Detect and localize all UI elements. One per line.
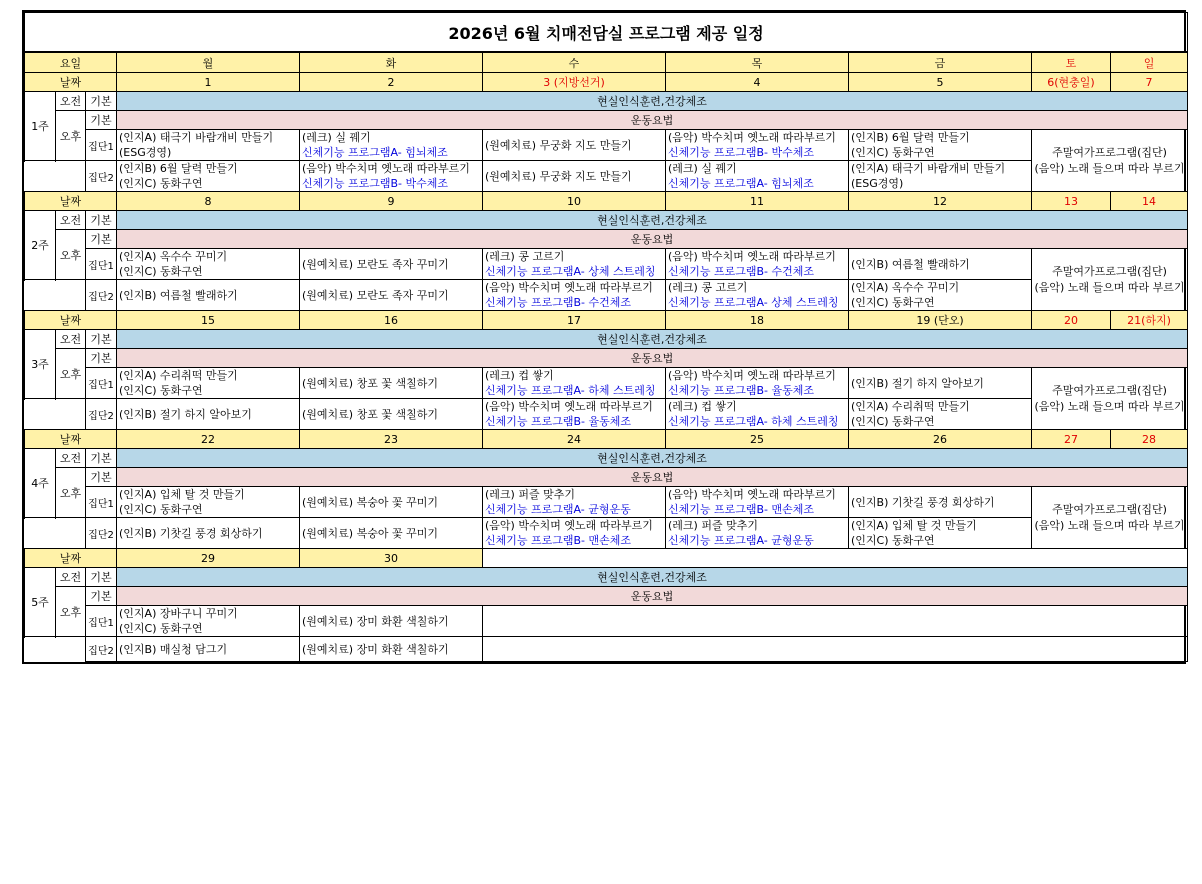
program-cell xyxy=(300,130,483,161)
program-name: (원예치료) 창포 꽃 색칠하기 xyxy=(302,407,438,421)
program-cell xyxy=(300,399,483,430)
date-cell: 27 xyxy=(1032,430,1111,449)
program-name: (인지A) 입체 탈 것 만들기 xyxy=(119,488,245,501)
weekday-header: 토 xyxy=(1032,52,1111,73)
program-name: (음악) 박수치며 옛노래 따라부르기 xyxy=(485,281,653,294)
base-label: 기본 xyxy=(86,330,117,349)
date-cell: 30 xyxy=(300,549,483,568)
program-cell xyxy=(849,249,1032,280)
date-cell: 1 xyxy=(117,73,300,92)
date-cell: 13 xyxy=(1032,192,1111,211)
program-detail: 신체기능 프로그램B- 맨손체조 xyxy=(485,534,632,547)
program-name: (레크) 실 꿰기 xyxy=(668,162,737,175)
program-cell xyxy=(849,399,1032,430)
program-name: (인지A) 수리취떡 만들기 xyxy=(119,369,238,382)
program-cell xyxy=(300,487,483,518)
program-cell xyxy=(483,130,666,161)
program-name: (레크) 실 꿰기 xyxy=(302,131,371,144)
date-cell: 12 xyxy=(849,192,1032,211)
program-detail: 신체기능 프로그램A- 상체 스트레칭 xyxy=(485,265,656,278)
date-cell: 24 xyxy=(483,430,666,449)
program-cell xyxy=(117,399,300,430)
program-cell xyxy=(849,130,1032,161)
program-detail: 신체기능 프로그램B- 수건체조 xyxy=(668,265,815,278)
program-cell xyxy=(849,161,1032,192)
am-label: 오전 xyxy=(56,449,86,468)
base-program-band: 운동요법 xyxy=(117,587,1188,606)
program-name: (인지B) 기찻길 풍경 회상하기 xyxy=(119,526,263,540)
program-name: (인지B) 절기 하지 알아보기 xyxy=(119,407,252,421)
program-detail: (인지C) 동화구연 xyxy=(119,384,203,397)
date-row-label: 날짜 xyxy=(25,549,117,568)
program-detail: 신체기능 프로그램A- 힘뇌체조 xyxy=(668,177,814,190)
group-label: 집단1 xyxy=(86,487,117,518)
weekend-program-cell xyxy=(1032,368,1188,430)
group-label: 집단2 xyxy=(86,399,117,430)
am-program-band: 현실인식훈련,건강체조 xyxy=(117,330,1188,349)
program-cell xyxy=(300,518,483,549)
program-name: (음악) 박수치며 옛노래 따라부르기 xyxy=(668,488,836,501)
program-cell xyxy=(666,161,849,192)
program-name: (인지B) 6월 달력 만들기 xyxy=(851,131,970,144)
date-cell: 9 xyxy=(300,192,483,211)
program-cell xyxy=(483,487,666,518)
week-label: 4주 xyxy=(25,449,56,518)
program-detail: (인지C) 동화구연 xyxy=(851,534,935,547)
program-cell xyxy=(483,518,666,549)
program-cell xyxy=(666,518,849,549)
program-detail: (인지C) 동화구연 xyxy=(851,415,935,428)
program-detail: 신체기능 프로그램A- 상체 스트레칭 xyxy=(668,296,839,309)
group-label: 집단1 xyxy=(86,249,117,280)
program-cell xyxy=(300,368,483,399)
weekday-header: 금 xyxy=(849,52,1032,73)
program-name: (레크) 퍼즐 맞추기 xyxy=(668,519,758,532)
program-name: (음악) 박수치며 옛노래 따라부르기 xyxy=(302,162,470,175)
program-detail: (ESG경영) xyxy=(851,177,904,190)
program-cell xyxy=(849,518,1032,549)
program-name: (인지A) 태극기 바람개비 만들기 xyxy=(119,131,274,144)
date-cell: 29 xyxy=(117,549,300,568)
program-name: (원예치료) 무궁화 지도 만들기 xyxy=(485,138,632,152)
base-program-band: 운동요법 xyxy=(117,468,1188,487)
weekend-program-title: 주말여가프로그램(집단) xyxy=(1052,502,1167,516)
program-name: (음악) 박수치며 옛노래 따라부르기 xyxy=(668,131,836,144)
base-program-band: 운동요법 xyxy=(117,349,1188,368)
group-label: 집단2 xyxy=(86,280,117,311)
program-name: (레크) 콩 고르기 xyxy=(668,281,748,294)
program-cell xyxy=(483,161,666,192)
program-cell xyxy=(117,606,300,637)
date-cell: 25 xyxy=(666,430,849,449)
am-program-band: 현실인식훈련,건강체조 xyxy=(117,568,1188,587)
weekend-program-detail: (음악) 노래 들으며 따라 부르기 xyxy=(1034,280,1185,294)
program-cell xyxy=(483,399,666,430)
date-cell: 7 xyxy=(1111,73,1188,92)
program-detail: 신체기능 프로그램B- 수건체조 xyxy=(485,296,632,309)
date-cell: 10 xyxy=(483,192,666,211)
group-label: 집단1 xyxy=(86,606,117,637)
date-row-label: 날짜 xyxy=(25,311,117,330)
weekend-program-cell xyxy=(1032,249,1188,311)
empty-cell xyxy=(483,549,1188,568)
weekend-program-title: 주말여가프로그램(집단) xyxy=(1052,264,1167,278)
program-cell xyxy=(666,368,849,399)
group-label: 집단2 xyxy=(86,518,117,549)
group-label: 집단1 xyxy=(86,368,117,399)
weekend-program-detail: (음악) 노래 들으며 따라 부르기 xyxy=(1034,518,1185,532)
date-cell: 19 (단오) xyxy=(849,311,1032,330)
program-cell xyxy=(117,161,300,192)
program-name: (인지B) 절기 하지 알아보기 xyxy=(851,376,984,390)
program-name: (원예치료) 무궁화 지도 만들기 xyxy=(485,169,632,183)
date-cell: 17 xyxy=(483,311,666,330)
program-cell xyxy=(300,637,483,662)
program-name: (원예치료) 복숭아 꽃 꾸미기 xyxy=(302,526,438,540)
date-cell: 20 xyxy=(1032,311,1111,330)
program-name: (인지A) 수리취떡 만들기 xyxy=(851,400,970,413)
am-program-band: 현실인식훈련,건강체조 xyxy=(117,449,1188,468)
program-detail: 신체기능 프로그램B- 박수체조 xyxy=(302,177,449,190)
program-cell xyxy=(117,368,300,399)
program-cell xyxy=(849,280,1032,311)
program-name: (레크) 콩 고르기 xyxy=(485,250,565,263)
program-cell xyxy=(300,606,483,637)
program-name: (인지A) 옥수수 꾸미기 xyxy=(851,281,960,294)
program-name: (원예치료) 모란도 족자 꾸미기 xyxy=(302,288,449,302)
pm-label: 오후 xyxy=(56,111,86,161)
am-label: 오전 xyxy=(56,92,86,111)
program-cell xyxy=(117,637,300,662)
program-name: (인지A) 장바구니 꾸미기 xyxy=(119,607,238,620)
program-name: (인지B) 여름철 빨래하기 xyxy=(851,257,970,271)
program-name: (인지B) 6월 달력 만들기 xyxy=(119,162,238,175)
date-row-label: 날짜 xyxy=(25,430,117,449)
program-detail: (인지C) 동화구연 xyxy=(851,146,935,159)
program-cell xyxy=(483,280,666,311)
group-label: 집단1 xyxy=(86,130,117,161)
weekend-program-detail: (음악) 노래 들으며 따라 부르기 xyxy=(1034,161,1185,175)
date-cell: 21(하지) xyxy=(1111,311,1188,330)
program-detail: 신체기능 프로그램A- 하체 스트레칭 xyxy=(485,384,656,397)
program-cell xyxy=(300,249,483,280)
program-cell xyxy=(117,130,300,161)
base-program-band: 운동요법 xyxy=(117,230,1188,249)
weekend-program-title: 주말여가프로그램(집단) xyxy=(1052,145,1167,159)
program-cell xyxy=(117,518,300,549)
weekday-header: 목 xyxy=(666,52,849,73)
weekday-header-label: 요일 xyxy=(25,52,117,73)
base-label: 기본 xyxy=(86,449,117,468)
base-label: 기본 xyxy=(86,587,117,606)
base-label: 기본 xyxy=(86,468,117,487)
am-program-band: 현실인식훈련,건강체조 xyxy=(117,211,1188,230)
program-cell xyxy=(666,130,849,161)
base-label: 기본 xyxy=(86,111,117,130)
date-cell: 6(현충일) xyxy=(1032,73,1111,92)
program-cell xyxy=(300,280,483,311)
program-name: (인지B) 여름철 빨래하기 xyxy=(119,288,238,302)
program-cell xyxy=(483,368,666,399)
base-label: 기본 xyxy=(86,568,117,587)
program-name: (원예치료) 장미 화환 색칠하기 xyxy=(302,642,449,656)
week-label: 5주 xyxy=(25,568,56,637)
pm-label: 오후 xyxy=(56,587,86,637)
program-detail: 신체기능 프로그램A- 균형운동 xyxy=(668,534,814,547)
program-name: (레크) 퍼즐 맞추기 xyxy=(485,488,575,501)
date-cell: 23 xyxy=(300,430,483,449)
weekday-header: 월 xyxy=(117,52,300,73)
program-name: (레크) 컵 쌓기 xyxy=(485,369,554,382)
program-name: (음악) 박수치며 옛노래 따라부르기 xyxy=(668,369,836,382)
am-label: 오전 xyxy=(56,330,86,349)
program-cell xyxy=(300,161,483,192)
am-label: 오전 xyxy=(56,211,86,230)
base-label: 기본 xyxy=(86,349,117,368)
date-cell: 16 xyxy=(300,311,483,330)
date-cell: 4 xyxy=(666,73,849,92)
group-label: 집단2 xyxy=(86,637,117,662)
program-detail: 신체기능 프로그램B- 율동체조 xyxy=(485,415,632,428)
empty-cell xyxy=(483,606,1188,637)
program-cell xyxy=(849,368,1032,399)
program-name: (인지A) 입체 탈 것 만들기 xyxy=(851,519,977,532)
program-cell xyxy=(849,487,1032,518)
program-cell xyxy=(117,487,300,518)
program-detail: (인지C) 동화구연 xyxy=(119,503,203,516)
date-cell: 26 xyxy=(849,430,1032,449)
am-label: 오전 xyxy=(56,568,86,587)
pm-label: 오후 xyxy=(56,230,86,280)
date-cell: 28 xyxy=(1111,430,1188,449)
weekend-program-title: 주말여가프로그램(집단) xyxy=(1052,383,1167,397)
page-title: 2026년 6월 치매전담실 프로그램 제공 일정 xyxy=(25,13,1188,53)
program-name: (레크) 컵 쌓기 xyxy=(668,400,737,413)
program-name: (인지B) 기찻길 풍경 회상하기 xyxy=(851,495,995,509)
weekend-program-detail: (음악) 노래 들으며 따라 부르기 xyxy=(1034,399,1185,413)
week-label: 1주 xyxy=(25,92,56,161)
week-label: 2주 xyxy=(25,211,56,280)
program-name: (원예치료) 장미 화환 색칠하기 xyxy=(302,614,449,628)
date-cell: 22 xyxy=(117,430,300,449)
program-cell xyxy=(666,399,849,430)
program-name: (인지B) 매실청 담그기 xyxy=(119,642,228,656)
program-detail: 신체기능 프로그램B- 박수체조 xyxy=(668,146,815,159)
date-cell: 8 xyxy=(117,192,300,211)
weekend-program-cell xyxy=(1032,487,1188,549)
program-name: (인지A) 옥수수 꾸미기 xyxy=(119,250,228,263)
am-program-band: 현실인식훈련,건강체조 xyxy=(117,92,1188,111)
base-program-band: 운동요법 xyxy=(117,111,1188,130)
program-detail: (인지C) 동화구연 xyxy=(119,622,203,635)
schedule-table xyxy=(24,12,1188,662)
date-cell: 18 xyxy=(666,311,849,330)
weekday-header: 화 xyxy=(300,52,483,73)
base-label: 기본 xyxy=(86,230,117,249)
program-cell xyxy=(117,280,300,311)
program-cell xyxy=(666,487,849,518)
program-detail: 신체기능 프로그램B- 율동체조 xyxy=(668,384,815,397)
program-name: (음악) 박수치며 옛노래 따라부르기 xyxy=(485,519,653,532)
program-name: (인지A) 태극기 바람개비 만들기 xyxy=(851,162,1006,175)
program-detail: (ESG경영) xyxy=(119,146,172,159)
program-detail: 신체기능 프로그램A- 하체 스트레칭 xyxy=(668,415,839,428)
program-cell xyxy=(666,249,849,280)
week-label: 3주 xyxy=(25,330,56,399)
program-cell xyxy=(483,249,666,280)
program-detail: 신체기능 프로그램B- 맨손체조 xyxy=(668,503,815,516)
date-cell: 3 (지방선거) xyxy=(483,73,666,92)
date-row-label: 날짜 xyxy=(25,192,117,211)
pm-label: 오후 xyxy=(56,349,86,399)
program-detail: 신체기능 프로그램A- 균형운동 xyxy=(485,503,631,516)
program-detail: (인지C) 동화구연 xyxy=(119,265,203,278)
date-row-label: 날짜 xyxy=(25,73,117,92)
empty-cell xyxy=(483,637,1188,662)
base-label: 기본 xyxy=(86,92,117,111)
base-label: 기본 xyxy=(86,211,117,230)
program-detail: (인지C) 동화구연 xyxy=(851,296,935,309)
weekday-header: 일 xyxy=(1111,52,1188,73)
weekday-header: 수 xyxy=(483,52,666,73)
program-name: (원예치료) 모란도 족자 꾸미기 xyxy=(302,257,449,271)
program-name: (원예치료) 복숭아 꽃 꾸미기 xyxy=(302,495,438,509)
program-cell xyxy=(117,249,300,280)
program-cell xyxy=(666,280,849,311)
program-name: (음악) 박수치며 옛노래 따라부르기 xyxy=(485,400,653,413)
weekend-program-cell xyxy=(1032,130,1188,192)
schedule-sheet xyxy=(22,10,1186,664)
group-label: 집단2 xyxy=(86,161,117,192)
program-name: (원예치료) 창포 꽃 색칠하기 xyxy=(302,376,438,390)
date-cell: 15 xyxy=(117,311,300,330)
date-cell: 2 xyxy=(300,73,483,92)
program-name: (음악) 박수치며 옛노래 따라부르기 xyxy=(668,250,836,263)
date-cell: 11 xyxy=(666,192,849,211)
date-cell: 14 xyxy=(1111,192,1188,211)
pm-label: 오후 xyxy=(56,468,86,518)
date-cell: 5 xyxy=(849,73,1032,92)
program-detail: 신체기능 프로그램A- 힘뇌체조 xyxy=(302,146,448,159)
program-detail: (인지C) 동화구연 xyxy=(119,177,203,190)
